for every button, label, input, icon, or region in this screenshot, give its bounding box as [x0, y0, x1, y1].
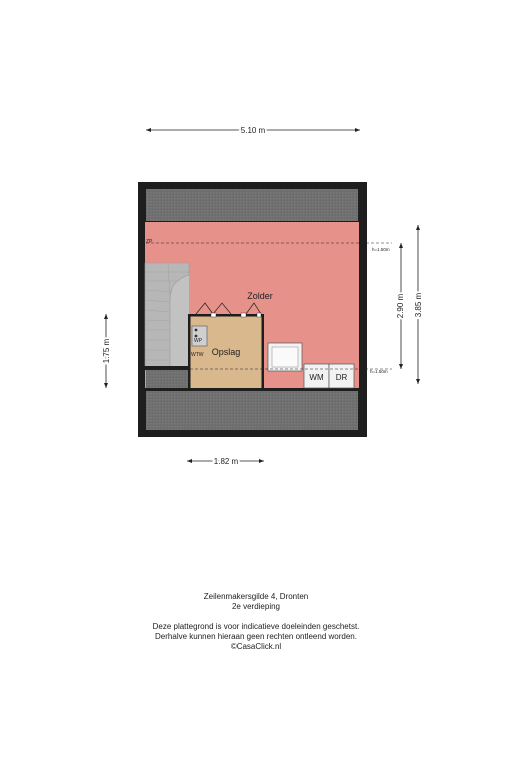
cabinet — [268, 343, 302, 371]
floor-name: 2e verdieping — [231, 602, 281, 611]
attic-label: Zolder — [247, 291, 273, 301]
disclaimer-line-1: Deze plattegrond is voor indicatieve doeleinden geschetst. — [152, 622, 360, 631]
wtw-label: WTW — [191, 352, 204, 358]
roof-band-bottom — [146, 391, 358, 430]
dimension-bottom — [187, 457, 264, 466]
dr-label: DR — [335, 373, 348, 382]
dimension-right-outer-label: 3.85 m — [414, 292, 423, 318]
ceiling-marker-top: h=1.50m — [372, 247, 390, 252]
caption — [0, 592, 512, 652]
roof-band-top — [146, 189, 358, 221]
dimension-top — [146, 126, 360, 135]
wp-label: WP — [194, 338, 203, 344]
dimension-bottom-label: 1.82 m — [213, 457, 239, 466]
address: Zeilenmakersgilde 4, Dronten — [203, 592, 309, 601]
inner-wall-bottom — [145, 388, 359, 391]
dimension-top-label: 5.10 m — [240, 126, 266, 135]
dimension-left — [102, 314, 111, 388]
dimension-left-label: 1.75 m — [102, 338, 111, 364]
ceiling-marker-bottom: h=1.50m — [370, 369, 388, 374]
staircase — [144, 263, 190, 388]
disclaimer-line-2: Derhalve kunnen hieraan geen rechten ontleend worden. — [155, 632, 357, 641]
dimension-right-inner — [396, 243, 405, 369]
storage-label: Opslag — [211, 347, 241, 357]
dimension-right-outer — [414, 225, 423, 384]
dimension-right-inner-label: 2.90 m — [396, 293, 405, 319]
credit: ©CasaClick.nl — [230, 642, 282, 651]
zp-label: ZP — [146, 239, 153, 245]
storage-room — [188, 303, 264, 388]
wm-label: WM — [309, 373, 324, 382]
